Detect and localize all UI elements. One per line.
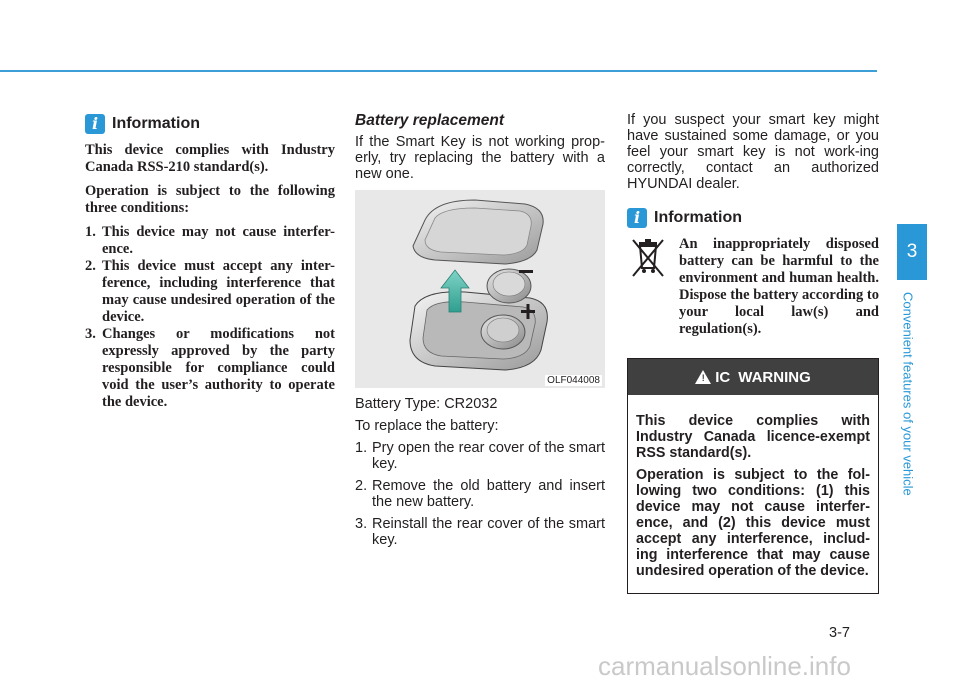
list-item: 3. Reinstall the rear cover of the smart key. xyxy=(355,516,605,548)
chapter-tab: 3 xyxy=(897,224,927,280)
replace-intro: To replace the battery: xyxy=(355,418,499,434)
warning-ic: IC xyxy=(715,368,731,386)
conditions-list xyxy=(85,224,335,411)
warning-body xyxy=(628,395,878,593)
warning-label: WARNING xyxy=(738,368,811,386)
list-item: 1. This device may not cause interfer-ence. xyxy=(85,224,335,257)
smart-key-illustration xyxy=(355,190,605,388)
info-header xyxy=(627,206,879,230)
compliance-text: This device complies with Industry Canada RSS-210 standard(s). xyxy=(85,142,335,175)
battery-figure xyxy=(355,190,605,388)
list-item: 2. This device must accept any inter-ference, including interference that may cause undesired operation of the device. xyxy=(85,258,335,325)
info-header xyxy=(85,112,335,136)
battery-type: Battery Type: CR2032 xyxy=(355,396,498,412)
crossed-bin-icon xyxy=(629,236,667,280)
info-icon: i xyxy=(627,208,647,228)
section-title: Battery replacement xyxy=(355,112,505,129)
chapter-title: Convenient features of your vehicle xyxy=(900,292,916,496)
page-number: 3-7 xyxy=(829,625,850,641)
figure-label: OLF044008 xyxy=(547,375,600,386)
info-title: Information xyxy=(112,115,200,132)
warning-text: Operation is subject to the fol-lowing two conditions: (1) this device may not cause interfer-ence, and (2) this device must accept any interference, includ-ing interference that may cause undesired operation of the device. xyxy=(636,467,870,579)
replace-steps xyxy=(355,440,605,548)
ic-warning-box xyxy=(627,358,879,594)
info-title: Information xyxy=(654,209,742,226)
battery-intro: If the Smart Key is not working prop-erly, try replacing the battery with a new one. xyxy=(355,134,605,182)
watermark: carmanualsonline.info xyxy=(598,651,851,681)
list-item: 1. Pry open the rear cover of the smart key. xyxy=(355,440,605,472)
disposal-text: An inappropriately disposed battery can be harmful to the environment and human health. Dispose the battery according to your local law(s) and regulation(s). xyxy=(679,236,879,337)
warning-text: This device complies with Industry Canada licence-exempt RSS standard(s). xyxy=(636,413,870,461)
left-column xyxy=(85,112,335,411)
info-icon: i xyxy=(85,114,105,134)
right-column xyxy=(627,112,879,594)
middle-column xyxy=(355,112,605,554)
list-item: 3. Changes or modifications not expressly approved by the party responsible for compliance could void the user’s authority to operate the device. xyxy=(85,326,335,410)
conditions-intro: Operation is subject to the following three conditions: xyxy=(85,183,335,216)
warning-header xyxy=(628,359,878,395)
damage-advice: If you suspect your smart key might have sustained some damage, or you feel your smart key is not work-ing correctly, contact an authorized HYUNDAI dealer. xyxy=(627,112,879,192)
warning-icon: ! xyxy=(695,370,711,384)
list-item: 2. Remove the old battery and insert the new battery. xyxy=(355,478,605,510)
disposal-note xyxy=(627,236,879,338)
top-rule xyxy=(0,70,877,72)
